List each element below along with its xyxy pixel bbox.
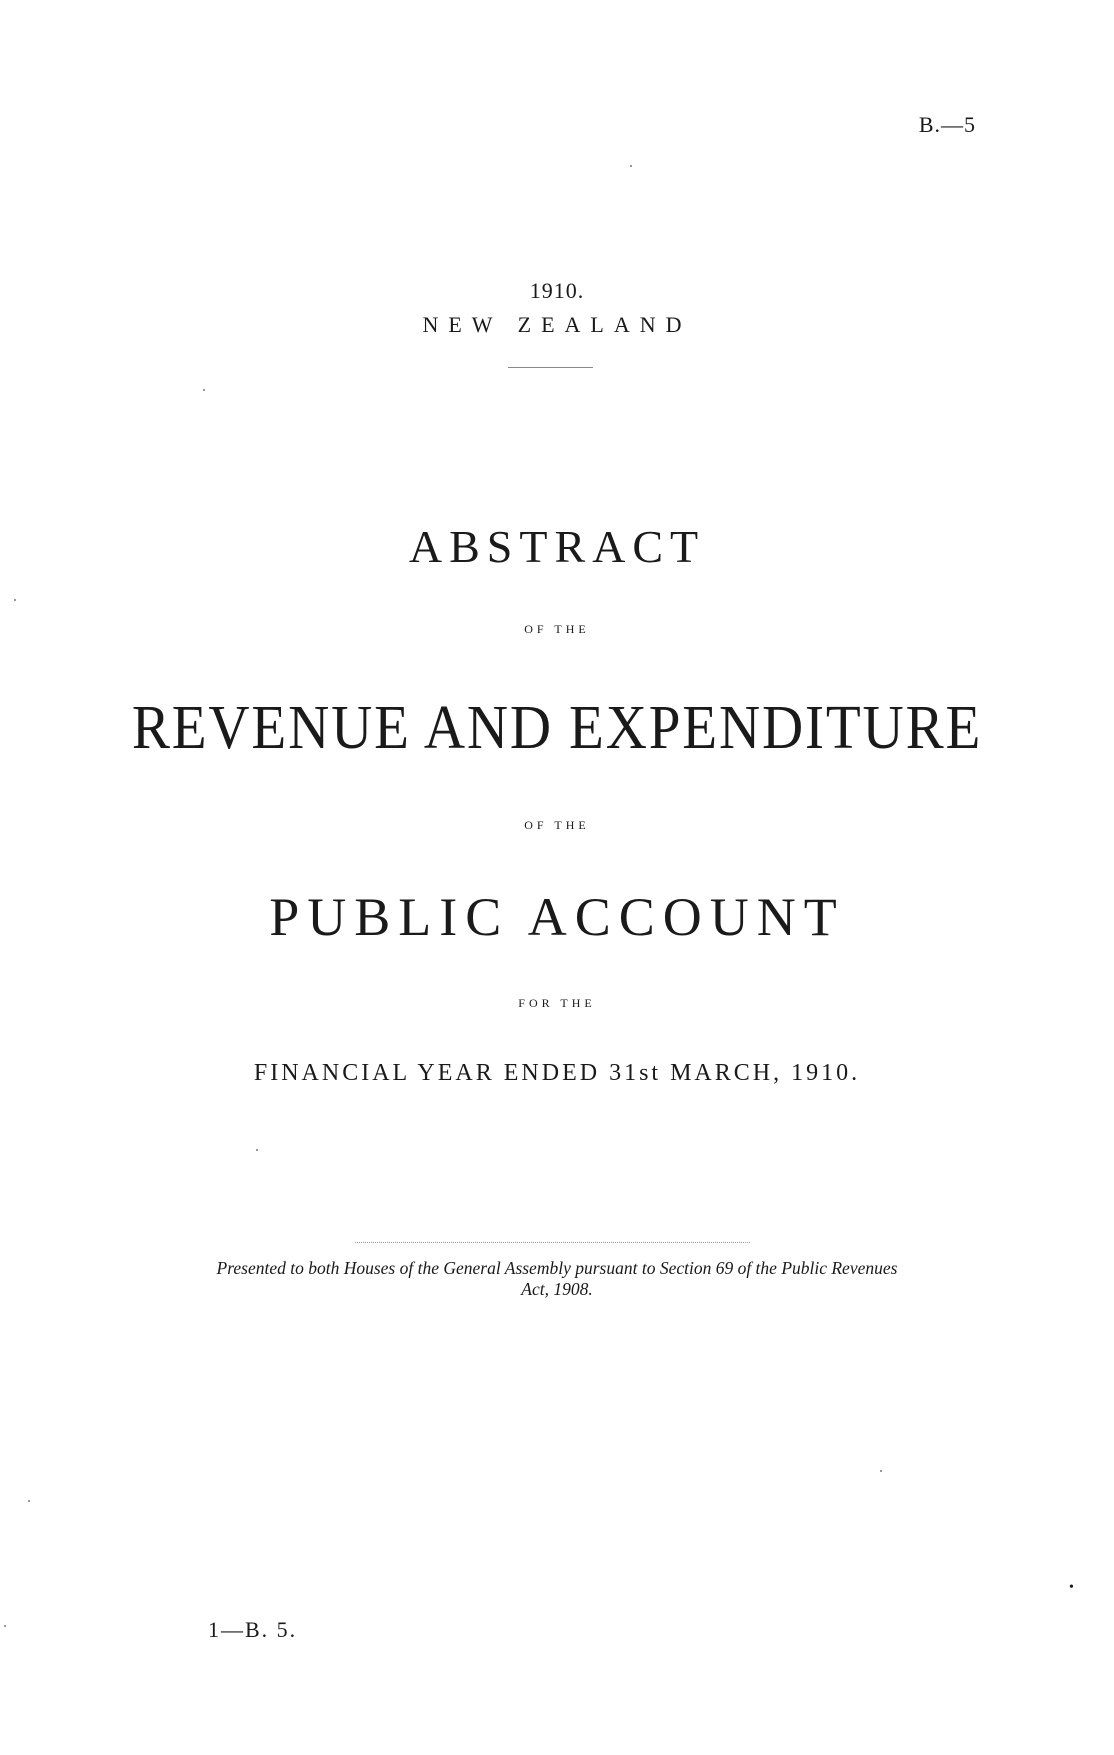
for-the-line: FOR THE — [518, 996, 596, 1010]
country-heading: NEW ZEALAND — [422, 312, 692, 337]
document-year: 1910. — [529, 278, 585, 303]
of-the-line-1: OF THE — [524, 622, 590, 636]
presented-note-line-2: Act, 1908. — [521, 1279, 593, 1299]
scan-speck — [4, 1625, 6, 1627]
bullet-mark: • — [1069, 1580, 1074, 1595]
scan-speck — [880, 1470, 882, 1472]
scan-speck — [14, 599, 16, 601]
long-divider — [355, 1242, 750, 1243]
scan-speck — [256, 1149, 258, 1151]
abstract-title: ABSTRACT — [408, 521, 706, 572]
document-reference: B.—5 — [918, 112, 976, 137]
financial-year-line: FINANCIAL YEAR ENDED 31st MARCH, 1910. — [253, 1060, 861, 1086]
of-the-line-2: OF THE — [524, 818, 590, 832]
revenue-expenditure-title: REVENUE AND EXPENDITURE — [131, 694, 983, 762]
presented-note-line-1: Presented to both Houses of the General Assembly pursuant to Section 69 of the Public Revenues — [216, 1258, 898, 1278]
scan-speck — [630, 165, 632, 167]
footer-reference: 1—B. 5. — [208, 1617, 298, 1642]
scan-speck — [203, 389, 205, 391]
scan-speck — [28, 1500, 30, 1502]
public-account-title: PUBLIC ACCOUNT — [269, 887, 845, 947]
short-divider — [508, 367, 593, 368]
